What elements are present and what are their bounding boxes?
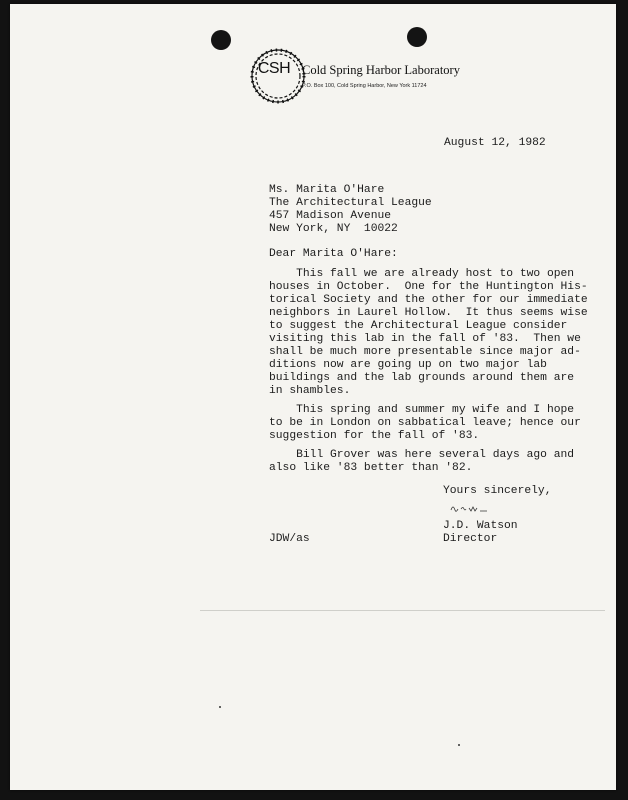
punch-hole-left [211,30,231,50]
paper-speck [219,706,221,708]
punch-hole-right [407,27,427,47]
recipient-line: New York, NY 10022 [269,223,398,235]
logo-text: CSH [257,60,291,77]
salutation: Dear Marita O'Hare: [269,248,398,260]
body-line: to be in London on sabbatical leave; hence our [269,417,581,429]
signer-name: J.D. Watson [443,520,518,532]
org-name: Cold Spring Harbor Laboratory [302,63,460,77]
body-line: shall be much more presentable since major ad- [269,346,581,358]
body-line: to suggest the Architectural League consider [269,320,568,332]
body-line: in shambles. [269,385,351,397]
recipient-line: 457 Madison Avenue [269,210,392,222]
fold-line [200,610,605,611]
body-line: torical Society and the other for our immediate [269,294,588,306]
body-line: ditions now are going up on two major lab [269,359,547,371]
body-line: also like '83 better than '82. [269,462,473,474]
closing: Yours sincerely, [443,485,552,497]
org-address: P.O. Box 100, Cold Spring Harbor, New York 11724 [302,83,427,89]
body-line: suggestion for the fall of '83. [269,430,480,442]
body-line: buildings and the lab grounds around them are [269,372,575,384]
paper-speck [458,744,460,746]
body-line: visiting this lab in the fall of '83. Then we [269,333,581,345]
body-line: This spring and summer my wife and I hope [269,404,575,416]
body-line: This fall we are already host to two open [269,268,575,280]
recipient-line: The Architectural League [269,197,432,209]
body-line: neighbors in Laurel Hollow. It thus seems wise [269,307,588,319]
signer-title: Director [443,533,498,545]
signature-icon [449,500,489,516]
body-line: Bill Grover was here several days ago and [269,449,575,461]
letter-date: August 12, 1982 [444,137,546,149]
body-line: houses in October. One for the Huntington His- [269,281,588,293]
recipient-line: Ms. Marita O'Hare [269,184,385,196]
typist-initials: JDW/as [269,533,310,545]
